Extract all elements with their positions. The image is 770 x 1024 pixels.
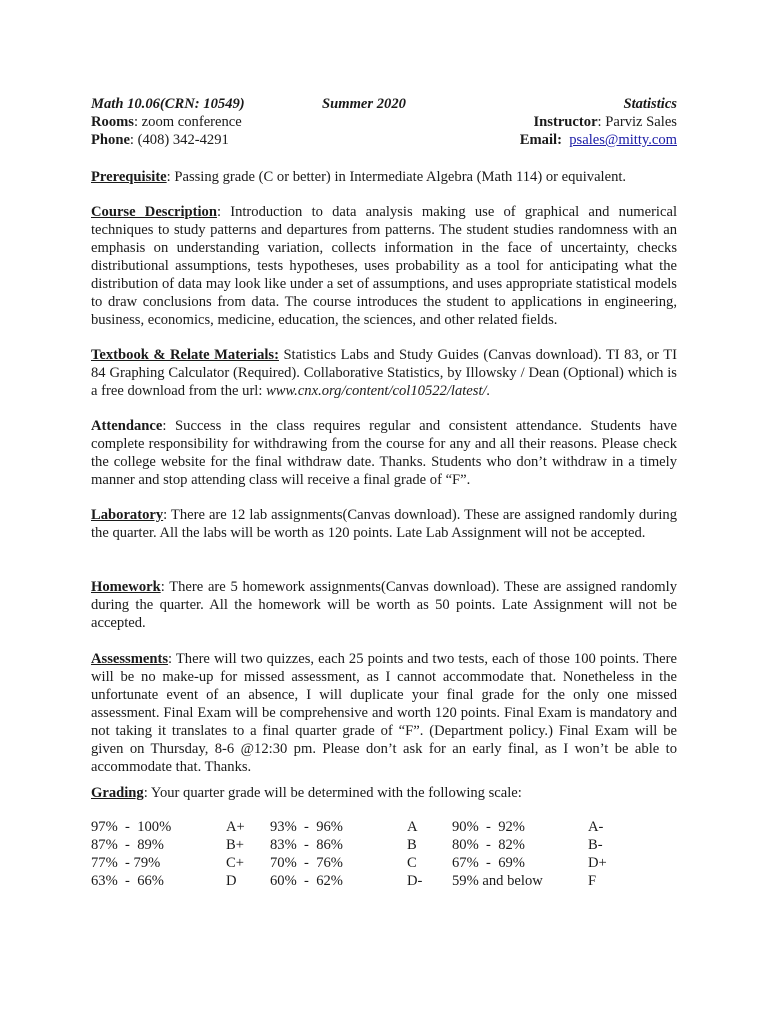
grade-letters-col-3	[588, 818, 607, 890]
prerequisite-text: : Passing grade (C or better) in Intermediate Algebra (Math 114) or equivalent.	[166, 169, 627, 185]
phone-line	[91, 131, 245, 149]
grading-label: Grading	[91, 785, 144, 801]
grade-letter: B-	[588, 837, 603, 853]
instructor-value: : Parviz Sales	[597, 114, 677, 130]
grade-ranges-col-3	[452, 818, 543, 890]
attendance-section	[91, 417, 677, 489]
laboratory-section	[91, 506, 677, 542]
rooms-value: : zoom conference	[133, 114, 242, 130]
grade-letter: A	[407, 819, 418, 835]
grade-letter: D+	[588, 855, 607, 871]
textbook-url: www.cnx.org/content/col10522/latest/.	[266, 383, 491, 399]
grade-letter: A-	[588, 819, 604, 835]
attendance-text: : Success in the class requires regular and consistent attendance. Students have complete responsibility for withdrawing from the course for any and all their reasons. Please check the college website for the final withdraw date. Thanks. Students who don’t withdraw in a timely manner and stop attending class will receive a final grade of “F”.	[91, 418, 677, 488]
homework-section	[91, 578, 677, 632]
grade-letter: B+	[226, 837, 244, 853]
instructor-line	[520, 113, 677, 131]
header-left	[91, 95, 245, 149]
grade-ranges-col-1	[91, 818, 171, 890]
grading-text: : Your quarter grade will be determined with the following scale:	[143, 785, 522, 801]
textbook-text: Statistics Labs and Study Guides (Canvas download). TI 83, or TI 84 Graphing Calculator (Required). Collaborative Statistics, by Illowsky / Dean (Optional) which is a free download from the url:	[91, 347, 677, 399]
attendance-label: Attendance	[91, 418, 163, 434]
course-description-label: Course Description	[91, 204, 217, 220]
grade-range: 60% - 62%	[270, 873, 343, 889]
grade-letters-col-1	[226, 818, 245, 890]
rooms-label: Rooms	[91, 114, 134, 130]
grade-letter: A+	[226, 819, 245, 835]
grade-ranges-col-2	[270, 818, 343, 890]
grade-range: 87% - 89%	[91, 837, 164, 853]
email-link[interactable]: psales@mitty.com	[569, 132, 677, 148]
laboratory-text: : There are 12 lab assignments(Canvas download). These are assigned randomly during the quarter. All the labs will be worth as 120 points. Late Lab Assignment will not be accepted.	[91, 507, 677, 541]
rooms-line	[91, 113, 245, 131]
textbook-section	[91, 346, 677, 400]
homework-text: : There are 5 homework assignments(Canvas download). These are assigned randomly during the quarter. All the homework will be worth as 50 points. Late Assignment will not be accepted.	[91, 579, 677, 631]
header-center	[322, 95, 406, 113]
header-right	[520, 95, 677, 149]
grading-scale-table	[91, 818, 677, 892]
grade-letter: C+	[226, 855, 244, 871]
grade-range: 59% and below	[452, 873, 543, 889]
phone-value: : (408) 342-4291	[129, 132, 229, 148]
course-description-section	[91, 203, 677, 329]
assessments-label: Assessments	[91, 651, 169, 667]
email-line	[520, 131, 677, 149]
grade-range: 90% - 92%	[452, 819, 525, 835]
grade-range: 80% - 82%	[452, 837, 525, 853]
grade-letter: B	[407, 837, 417, 853]
assessments-section	[91, 650, 677, 776]
instructor-label: Instructor	[533, 114, 598, 130]
grade-range: 67% - 69%	[452, 855, 525, 871]
grade-range: 77% - 79%	[91, 855, 161, 871]
grade-letter: D-	[407, 873, 423, 889]
grade-range: 70% - 76%	[270, 855, 343, 871]
document-header	[91, 95, 677, 149]
grade-letter: F	[588, 873, 597, 889]
assessments-text: : There will two quizzes, each 25 points and two tests, each of those 100 points. There will be no make-up for missed assessment, as I cannot accommodate that. Nonetheless in the unfortunate event of an absence, I will duplicate your final grade for the only one missed assessment. Final Exam will be comprehensive and worth 120 points. Final Exam is mandatory and not taking it translates to a final quarter grade of “F”. (Department policy.) Final Exam will be given on Thursday, 8-6 @12:30 pm. Please don’t ask for an early final, as I won’t be able to accommodate that. Thanks.	[91, 651, 677, 775]
term: Summer 2020	[322, 96, 406, 112]
course-title: Math 10.06(CRN: 10549)	[91, 96, 245, 112]
grade-letter: D	[226, 873, 237, 889]
grade-range: 63% - 66%	[91, 873, 164, 889]
subject: Statistics	[623, 96, 677, 112]
laboratory-label: Laboratory	[91, 507, 164, 523]
grade-letter: C	[407, 855, 417, 871]
grade-range: 97% - 100%	[91, 819, 172, 835]
prerequisite-section	[91, 168, 677, 186]
grading-section	[91, 784, 677, 802]
prerequisite-label: Prerequisite	[91, 169, 167, 185]
email-label: Email:	[519, 132, 562, 148]
grade-letters-col-2	[407, 818, 422, 890]
grade-range: 83% - 86%	[270, 837, 343, 853]
course-description-text: : Introduction to data analysis making use of graphical and numerical techniques to study patterns and departures from patterns. The student studies randomness with an emphasis on understanding variation, collects information in the face of uncertainty, checks distributional assumptions, tests hypotheses, uses probability as a tool for anticipating what the distribution of data may look like under a set of assumptions, and uses appropriate statistical models to draw conclusions from data. The course introduces the student to applications in engineering, business, economics, medicine, education, the sciences, and other related fields.	[91, 204, 677, 328]
textbook-label: Textbook & Relate Materials:	[91, 347, 279, 363]
phone-label: Phone	[91, 132, 130, 148]
grade-range: 93% - 96%	[270, 819, 343, 835]
homework-label: Homework	[91, 579, 161, 595]
